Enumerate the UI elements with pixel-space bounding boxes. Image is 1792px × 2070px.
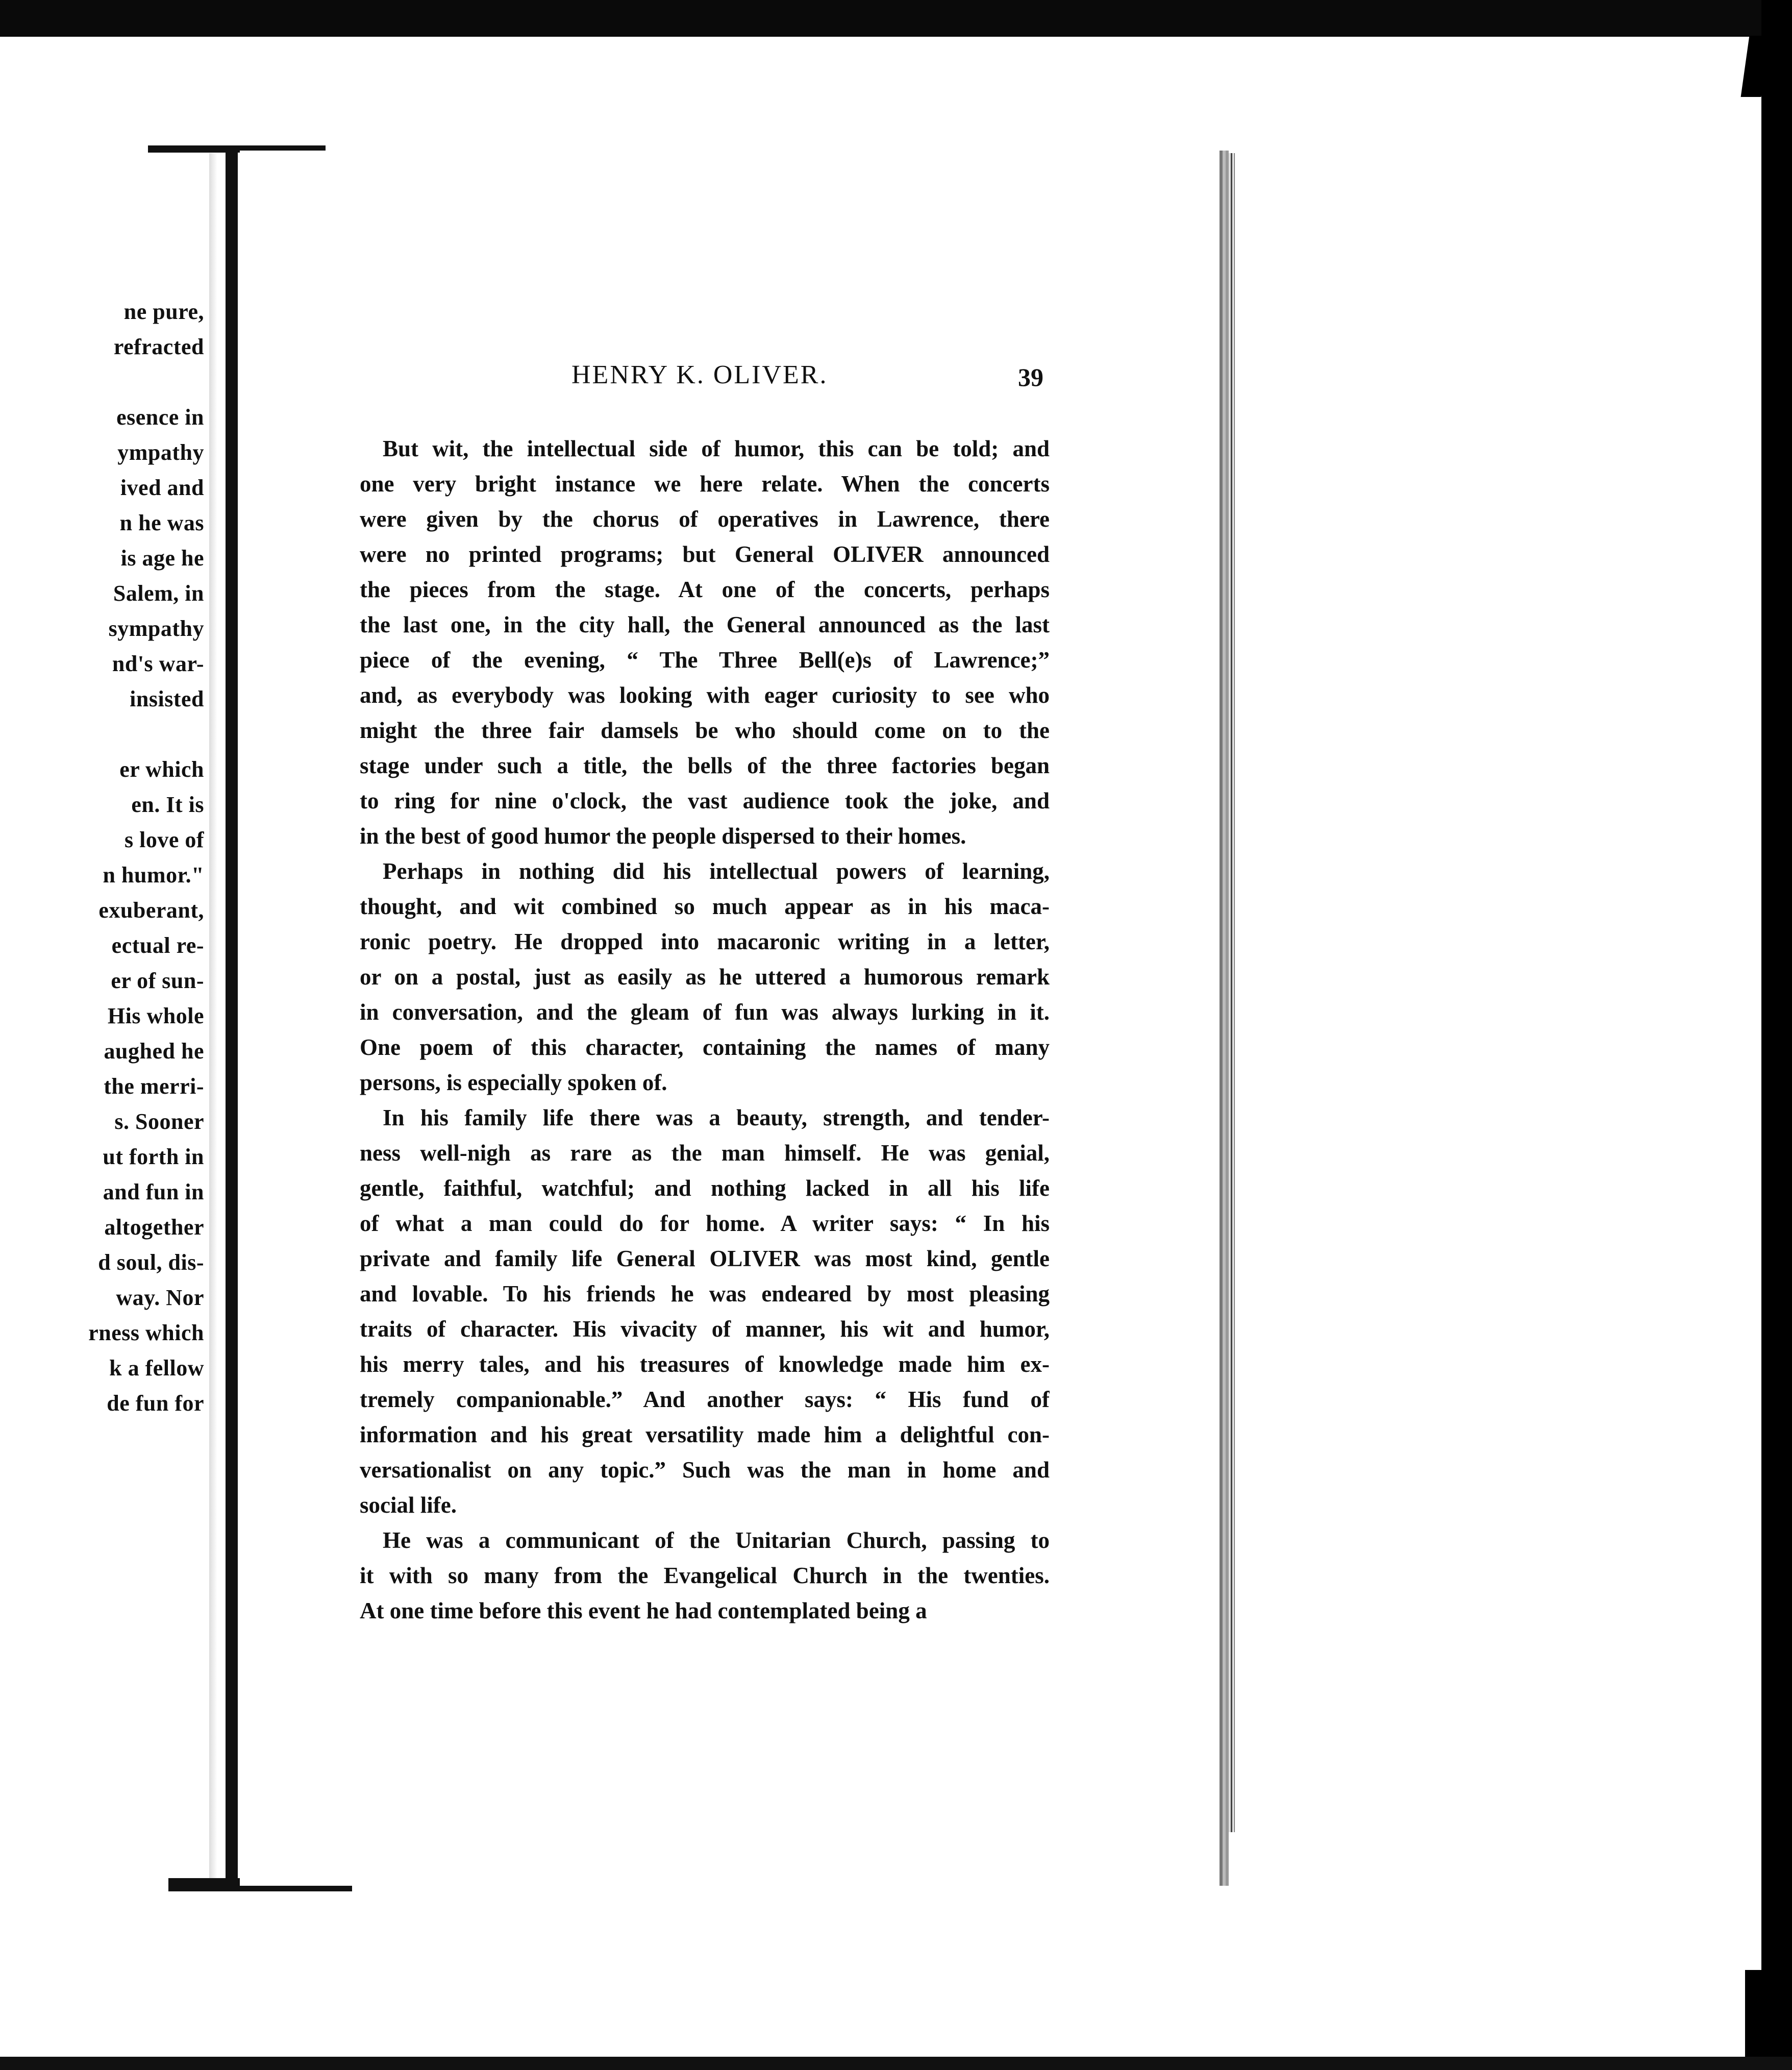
body-line: or on a postal, just as easily as he uttered a humorous remark: [360, 964, 1050, 990]
body-line: in conversation, and the gleam of fun was always lurking in it.: [360, 999, 1050, 1025]
scan-top-border: [0, 0, 1792, 37]
facing-page-line: exuberant,: [98, 898, 204, 923]
scan-edge-notch: [1745, 1970, 1765, 2070]
facing-page-line: er which: [119, 757, 204, 782]
facing-page-line: refracted: [113, 334, 204, 359]
facing-page-line: and fun in: [103, 1179, 204, 1204]
body-line: private and family life General OLIVER was most kind, gentle: [360, 1246, 1050, 1271]
facing-page-line: n he was: [119, 510, 204, 535]
body-line: and lovable. To his friends he was endeared by most pleasing: [360, 1281, 1050, 1307]
facing-page-line: ectual re-: [111, 933, 204, 958]
facing-page-line: insisted: [130, 686, 204, 711]
facing-page-line: aughed he: [104, 1039, 204, 1064]
scan-right-border: [1761, 0, 1792, 2070]
body-line: the pieces from the stage. At one of the concerts, perhaps: [360, 577, 1050, 602]
body-text: [360, 431, 1050, 1629]
facing-page-line: d soul, dis-: [98, 1250, 204, 1275]
facing-page-line: is age he: [120, 546, 204, 571]
body-line: ness well-nigh as rare as the man himself. He was genial,: [360, 1140, 1050, 1166]
facing-page-line: s love of: [124, 827, 204, 852]
body-line: thought, and wit combined so much appear as in his maca-: [360, 894, 1050, 919]
body-line: were no printed programs; but General OLIVER announced: [360, 541, 1050, 567]
facing-page-line: sympathy: [108, 616, 204, 641]
gutter-bracket-stem: [226, 151, 238, 1883]
facing-page-line: k a fellow: [109, 1356, 204, 1381]
facing-page-line: er of sun-: [111, 968, 204, 993]
body-line: At one time before this event he had contemplated being a: [360, 1598, 927, 1623]
body-line: In his family life there was a beauty, strength, and tender-: [383, 1105, 1050, 1130]
body-line: One poem of this character, containing the names of many: [360, 1034, 1050, 1060]
body-line: might the three fair damsels be who should come on to the: [360, 718, 1050, 743]
facing-page: [0, 148, 214, 1883]
body-line: in the best of good humor the people dispersed to their homes.: [360, 823, 966, 849]
facing-page-line: de fun for: [107, 1391, 204, 1416]
body-line: social life.: [360, 1492, 457, 1518]
facing-page-line: Salem, in: [113, 581, 204, 606]
scan-bottom-border: [0, 2057, 1792, 2070]
body-line: the last one, in the city hall, the General announced as the last: [360, 612, 1050, 637]
body-line: But wit, the intellectual side of humor, this can be told; and: [383, 436, 1050, 461]
facing-page-line: nd's war-: [112, 651, 204, 676]
page-number: 39: [1018, 363, 1043, 391]
body-line: piece of the evening, “ The Three Bell(e)s of Lawrence;”: [360, 647, 1050, 673]
body-line: He was a communicant of the Unitarian Church, passing to: [383, 1527, 1050, 1553]
facing-page-line: His whole: [107, 1003, 204, 1028]
facing-page-line: altogether: [104, 1215, 204, 1240]
body-line: persons, is especially spoken of.: [360, 1070, 667, 1095]
facing-page-line: way. Nor: [116, 1285, 204, 1310]
body-line: one very bright instance we here relate. When the concerts: [360, 471, 1050, 497]
facing-page-line: rness which: [88, 1320, 204, 1345]
body-line: ronic poetry. He dropped into macaronic writing in a letter,: [360, 929, 1050, 954]
facing-page-line: ympathy: [117, 440, 204, 465]
body-line: gentle, faithful, watchful; and nothing lacked in all his life: [360, 1175, 1050, 1201]
body-line: to ring for nine o'clock, the vast audience took the joke, and: [360, 788, 1050, 814]
body-line: traits of character. His vivacity of manner, his wit and humor,: [360, 1316, 1050, 1342]
body-line: stage under such a title, the bells of the three factories began: [360, 753, 1050, 778]
body-line: information and his great versatility made him a delightful con-: [360, 1422, 1050, 1447]
body-line: were given by the chorus of operatives in Lawrence, there: [360, 506, 1050, 532]
spine-shadow: [209, 153, 217, 1883]
body-line: and, as everybody was looking with eager curiosity to see who: [360, 682, 1050, 708]
facing-page-line: en. It is: [131, 792, 204, 817]
facing-page-line: ut forth in: [103, 1144, 204, 1169]
body-line: it with so many from the Evangelical Church in the twenties.: [360, 1563, 1050, 1588]
facing-page-line: the merri-: [104, 1074, 204, 1099]
facing-page-line: ne pure,: [123, 299, 204, 324]
body-line: his merry tales, and his treasures of knowledge made him ex-: [360, 1351, 1050, 1377]
facing-page-line: s. Sooner: [114, 1109, 204, 1134]
facing-page-line: esence in: [116, 405, 204, 430]
body-line: of what a man could do for home. A writer says: “ In his: [360, 1211, 1050, 1236]
facing-page-line: n humor.": [103, 862, 204, 888]
body-line: versationalist on any topic.” Such was the man in home and: [360, 1457, 1050, 1483]
body-line: Perhaps in nothing did his intellectual powers of learning,: [383, 858, 1050, 884]
running-head-title: HENRY K. OLIVER.: [571, 360, 828, 389]
facing-page-line: ived and: [120, 475, 204, 500]
body-line: tremely companionable.” And another says: “ His fund of: [360, 1387, 1050, 1412]
